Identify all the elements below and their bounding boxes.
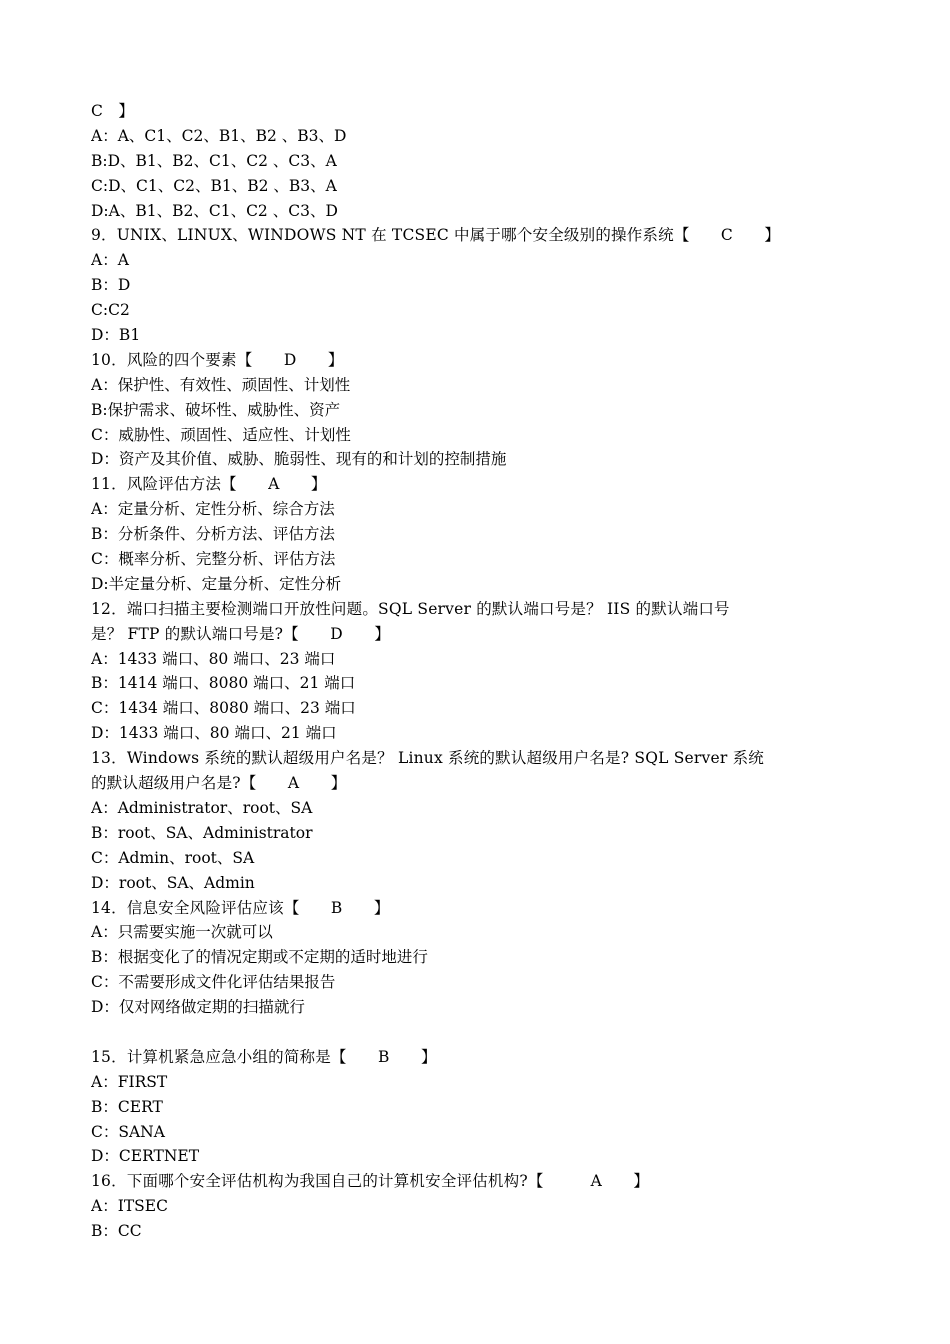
option-line: C：SANA — [91, 1122, 165, 1141]
option-line: B：分析条件、分析方法、评估方法 — [91, 525, 335, 544]
question-line: 15．计算机紧急应急小组的简称是【 B 】 — [91, 1047, 437, 1066]
option-line: D：仅对网络做定期的扫描就行 — [91, 998, 305, 1017]
option-line: C:D、C1、C2、B1、B2 、B3、A — [91, 176, 337, 195]
option-line: D:半定量分析、定量分析、定性分析 — [91, 574, 342, 593]
question-line: 11．风险评估方法【 A 】 — [91, 475, 327, 494]
option-line: A：A、C1、C2、B1、B2 、B3、D — [91, 126, 347, 145]
text-line: C 】 — [91, 102, 134, 120]
option-line: D：root、SA、Admin — [91, 873, 255, 892]
option-line: A：A — [91, 251, 129, 270]
option-line: C：概率分析、完整分析、评估方法 — [91, 550, 336, 569]
option-line: A：只需要实施一次就可以 — [91, 923, 273, 942]
option-line: C：1434 端口、8080 端口、23 端口 — [91, 699, 356, 718]
question-line: 16．下面哪个安全评估机构为我国自己的计算机安全评估机构?【 A 】 — [91, 1172, 650, 1191]
question-line: 13．Windows 系统的默认超级用户名是？ Linux 系统的默认超级用户名是? SQL Server 系统 — [91, 749, 764, 768]
question-line: 12．端口扫描主要检测端口开放性问题。SQL Server 的默认端口号是？ IIS 的默认端口号 — [91, 599, 730, 618]
option-line: B：D — [91, 276, 131, 295]
option-line: C：Admin、root、SA — [91, 848, 255, 867]
question-line: 是？ FTP 的默认端口号是?【 D 】 — [91, 624, 391, 643]
question-line: 14．信息安全风险评估应该【 B 】 — [91, 898, 390, 917]
option-line: B：根据变化了的情况定期或不定期的适时地进行 — [91, 948, 428, 967]
option-line: B：CC — [91, 1222, 142, 1241]
option-line: B：1414 端口、8080 端口、21 端口 — [91, 674, 356, 693]
option-line: C:C2 — [91, 301, 130, 320]
option-line: A：定量分析、定性分析、综合方法 — [91, 500, 335, 519]
option-line: B:D、B1、B2、C1、C2 、C3、A — [91, 151, 337, 170]
option-line: A：FIRST — [91, 1072, 168, 1091]
question-line: 的默认超级用户名是?【 A 】 — [91, 774, 347, 793]
option-line: A：Administrator、root、SA — [91, 798, 313, 817]
option-line: A：ITSEC — [91, 1197, 168, 1216]
option-line: D：CERTNET — [91, 1147, 200, 1166]
option-line: A：1433 端口、80 端口、23 端口 — [91, 649, 336, 668]
option-line: B：CERT — [91, 1097, 163, 1116]
option-line: D：1433 端口、80 端口、21 端口 — [91, 724, 337, 743]
option-line: A：保护性、有效性、顽固性、计划性 — [91, 375, 351, 394]
option-line: B:保护需求、破坏性、威胁性、资产 — [91, 400, 341, 419]
option-line: B：root、SA、Administrator — [91, 823, 313, 842]
option-line: D：资产及其价值、威胁、脆弱性、现有的和计划的控制措施 — [91, 450, 507, 469]
option-line: C：威胁性、顽固性、适应性、计划性 — [91, 425, 351, 444]
option-line: D：B1 — [91, 326, 141, 345]
blank-line — [91, 1020, 871, 1045]
option-line: C：不需要形成文件化评估结果报告 — [91, 973, 336, 992]
question-line: 10．风险的四个要素【 D 】 — [91, 350, 344, 369]
option-line: D:A、B1、B2、C1、C2 、C3、D — [91, 201, 338, 220]
question-line: 9．UNIX、LINUX、WINDOWS NT 在 TCSEC 中属于哪个安全级别的操作系统【 C 】 — [91, 226, 781, 245]
document-page — [91, 99, 871, 1244]
